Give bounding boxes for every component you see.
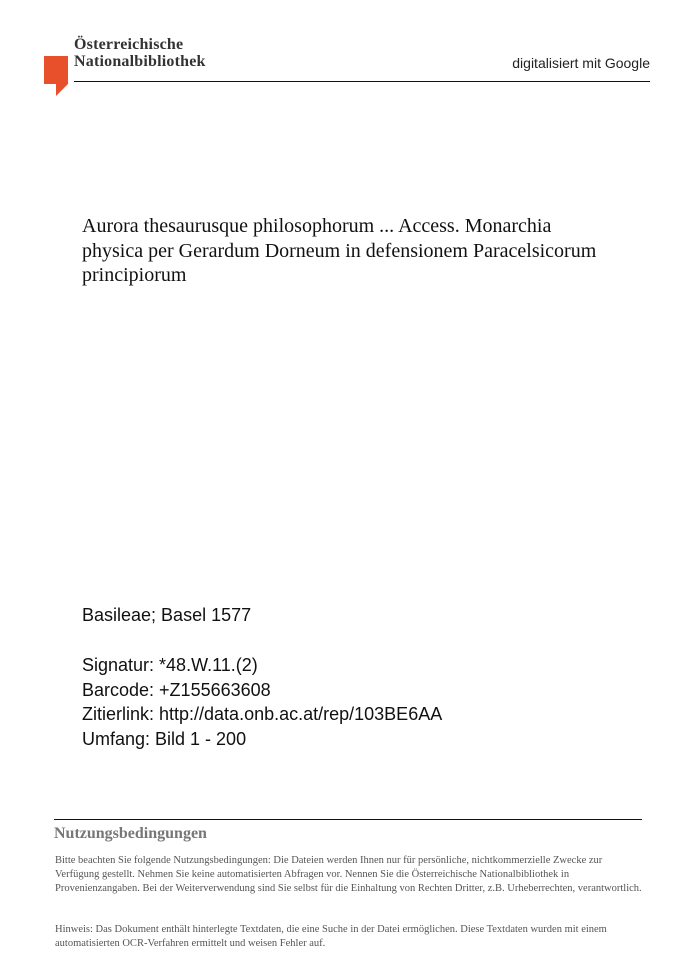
catalog-metadata — [82, 653, 442, 751]
footer-divider — [54, 819, 642, 820]
umfang-line: Umfang: Bild 1 - 200 — [82, 728, 247, 749]
digitization-credit: digitalisiert mit Google — [512, 55, 650, 71]
library-name-line1: Österreichische — [74, 36, 184, 53]
publication-info: Basileae; Basel 1577 — [82, 605, 252, 625]
terms-heading: Nutzungsbedingungen — [54, 825, 207, 842]
signatur-line: Signatur: *48.W.11.(2) — [82, 655, 258, 675]
book-title: Aurora thesaurusque philosophorum ... Access. Monarchia physica per Gerardum Dorneum in defensionem Paracelsicorum principiorum — [82, 215, 597, 286]
library-name — [74, 36, 206, 70]
header-divider — [74, 81, 650, 82]
logo-marker-icon — [44, 56, 68, 96]
library-name-line2: Nationalbibliothek — [74, 53, 206, 70]
zitierlink-line[interactable]: Zitierlink: http://data.onb.ac.at/rep/103BE6AA — [82, 704, 443, 724]
barcode-line: Barcode: +Z155663608 — [82, 679, 271, 700]
terms-text: Bitte beachten Sie folgende Nutzungsbedingungen: Die Dateien werden Ihnen nur für persönliche, nichtkommerzielle Zwecke zur Verfügung gestellt. Nehmen Sie keine automatisierten Abfragen vor. Nennen Sie die Österreichische Nationalbibliothek in Provenienzangaben. Bei der Weiterverwendung sind Sie selbst für die Einhaltung von Rechten Dritter, z.B. Urheberrechten, verantwortlich. — [55, 855, 642, 894]
ocr-note: Hinweis: Das Dokument enthält hinterlegte Textdaten, die eine Suche in der Datei ermöglichen. Diese Textdaten wurden mit einem automatisierten OCR-Verfahren ermittelt und weisen Fehler auf. — [55, 924, 607, 949]
library-logo — [44, 36, 244, 96]
